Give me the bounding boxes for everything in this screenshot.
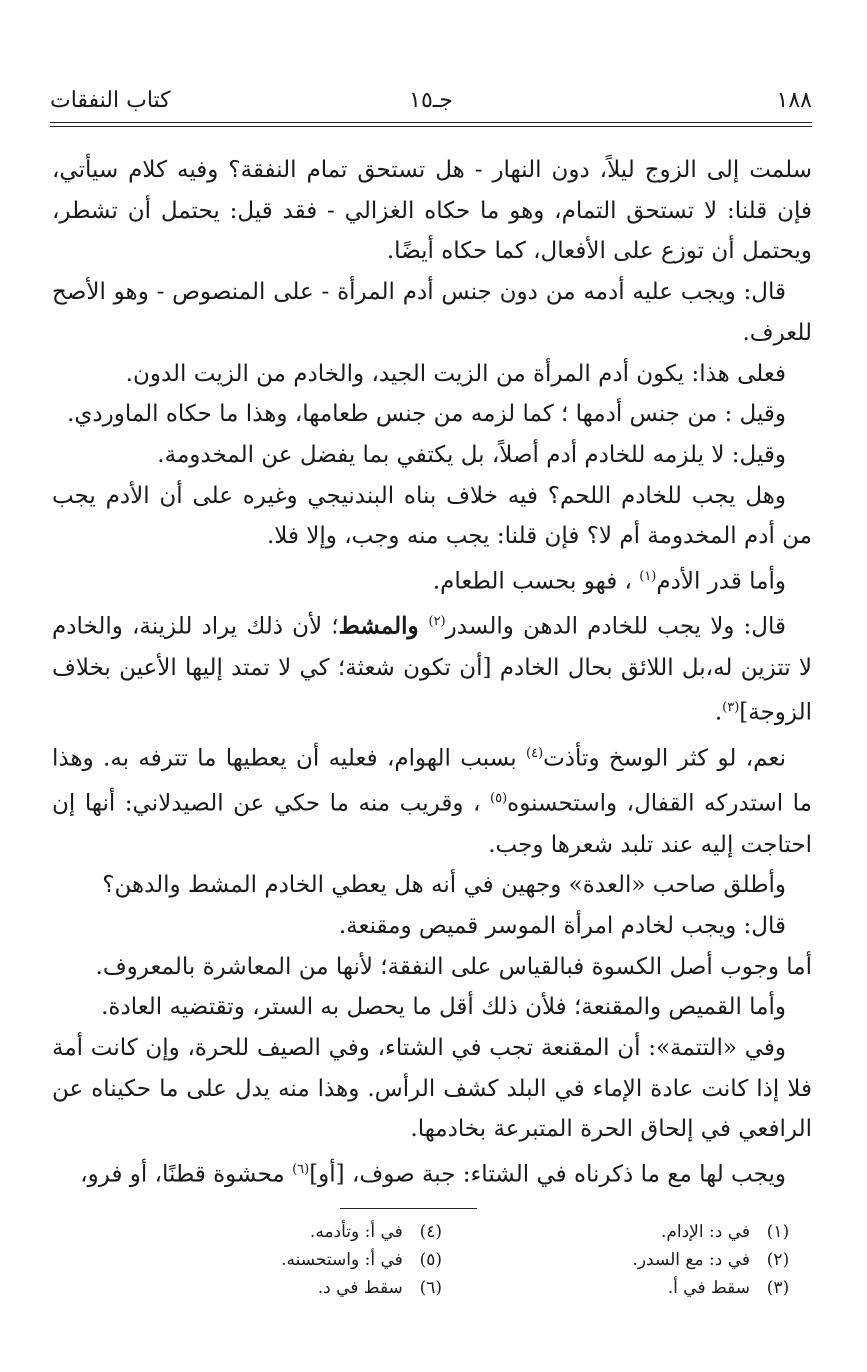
text-segment: ، فهو بحسب الطعام. [432, 568, 640, 595]
footnote-marker: (٥) [490, 791, 508, 807]
text-segment: نعم، لو كثر الوسخ وتأذت [543, 745, 786, 772]
footnote-separator [340, 1208, 477, 1209]
footnote-marker: (٦) [292, 1162, 310, 1178]
footnote [140, 1246, 445, 1274]
footnote-marker: (٤) [526, 745, 544, 761]
footnote-number: (٢) [766, 1250, 790, 1270]
text-segment: محشوة قطنًا، أو فرو، [80, 1161, 293, 1188]
running-header [50, 84, 812, 116]
paragraph: وقيل : من جنس أدمها ؛ كما لزمه من جنس طعامها، وهذا ما حكاه الماوردي. [67, 401, 786, 428]
volume-label: جـ١٥ [409, 87, 453, 113]
book-title: كتاب النفقات [50, 87, 171, 113]
footnotes [50, 1218, 812, 1302]
paragraph [52, 557, 812, 602]
footnote-text: في د: الإدام. [660, 1222, 750, 1242]
text-segment: ، وقريب منه ما حكي عن الصيدلاني: أنها إن احتاجت إليه عند تلبد شعرها وجب. [52, 790, 812, 858]
footnote-text: سقط في د. [317, 1278, 403, 1298]
paragraph: قال: ويجب عليه أدمه من دون جنس أدم المرأة - على المنصوص - وهو الأصح للعرف. [52, 279, 812, 346]
footnote [487, 1246, 792, 1274]
footnote [140, 1274, 445, 1302]
footnotes-left-column [140, 1218, 445, 1302]
text-segment: ؛ لأن ذلك يراد للزينة، والخادم لا تتزين له،بل اللائق بحال الخادم [أن تكون شعثة؛ كي لا تمتد إليها الأعين بخلاف الزوجة] [52, 614, 812, 727]
header-rule-second [50, 126, 812, 127]
footnote-number: (٣) [766, 1278, 790, 1298]
footnote-text: في أ: وتأدمه. [309, 1222, 403, 1242]
footnote-number: (٦) [419, 1278, 442, 1298]
page-number: ١٨٨ [776, 87, 812, 113]
header-rule [50, 122, 812, 123]
main-text [52, 150, 812, 1196]
footnote-marker: (١) [639, 569, 657, 585]
bold-term: والمشط [338, 613, 429, 641]
paragraph [52, 602, 812, 733]
text-segment: قال: ولا يجب للخادم الدهن والسدر [445, 614, 786, 641]
paragraph: وأطلق صاحب «العدة» وجهين في أنه هل يعطي الخادم المشط والدهن؟ [102, 872, 786, 899]
footnote-marker: (٢) [428, 614, 446, 630]
paragraph: وقيل: لا يلزمه للخادم أدم أصلاً، بل يكتفي بما يفضل عن المخدومة. [157, 441, 786, 468]
footnote [140, 1218, 445, 1246]
footnotes-right-column [487, 1218, 792, 1302]
footnote-number: (٤) [419, 1222, 442, 1242]
paragraph [52, 734, 812, 865]
footnote-text: في د: مع السدر. [632, 1250, 750, 1270]
text-segment: بسبب الهوام، فعليه أن يعطيها ما تترفه به. وهذا ما استدركه القفال، واستحسنوه [52, 745, 812, 817]
footnote-text: سقط في أ. [667, 1278, 750, 1298]
paragraph: قال: ويجب لخادم امرأة الموسر قميص ومقنعة. [338, 912, 786, 939]
footnote [487, 1218, 792, 1246]
paragraph: وأما القميص والمقنعة؛ فلأن ذلك أقل ما يحصل به الستر، وتقتضيه العادة. [101, 994, 786, 1021]
paragraph: سلمت إلى الزوج ليلاً، دون النهار - هل تستحق تمام النفقة؟ وفيه كلام سيأتي، فإن قلنا: لا تستحق التمام، وهو ما حكاه الغزالي - فقد قيل: يحتمل أن تشطر، ويحتمل أن توزع على الأفعال، كما حكاه أيضًا. [52, 157, 812, 265]
text-segment: . [714, 700, 723, 727]
footnote-number: (١) [766, 1222, 790, 1242]
paragraph: أما وجوب أصل الكسوة فبالقياس على النفقة؛ لأنها من المعاشرة بالمعروف. [95, 953, 812, 980]
text-segment: وأما قدر الأدم [656, 568, 786, 595]
text-segment: ويجب لها مع ما ذكرناه في الشتاء: جبة صوف، [أو] [309, 1161, 786, 1188]
paragraph: وهل يجب للخادم اللحم؟ فيه خلاف بناه البندنيجي وغيره على أن الأدم يجب من أدم المخدومة أم لا؟ فإن قلنا: يجب منه وجب، وإلا فلا. [52, 482, 812, 550]
paragraph: فعلى هذا: يكون أدم المرأة من الزيت الجيد، والخادم من الزيت الدون. [125, 360, 786, 387]
paragraph [52, 1150, 812, 1195]
footnote-number: (٥) [419, 1250, 442, 1270]
footnote [487, 1274, 792, 1302]
footnote-marker: (٣) [722, 700, 740, 716]
paragraph: وفي «التتمة»: أن المقنعة تجب في الشتاء، وفي الصيف للحرة، وإن كانت أمة فلا إذا كانت عادة الإماء في البلد كشف الرأس. وهذا منه يدل على ما حكيناه عن الرافعي في إلحاق الحرة المتبرعة بخادمها. [52, 1035, 812, 1143]
footnote-text: في أ: واستحسنه. [281, 1250, 403, 1270]
